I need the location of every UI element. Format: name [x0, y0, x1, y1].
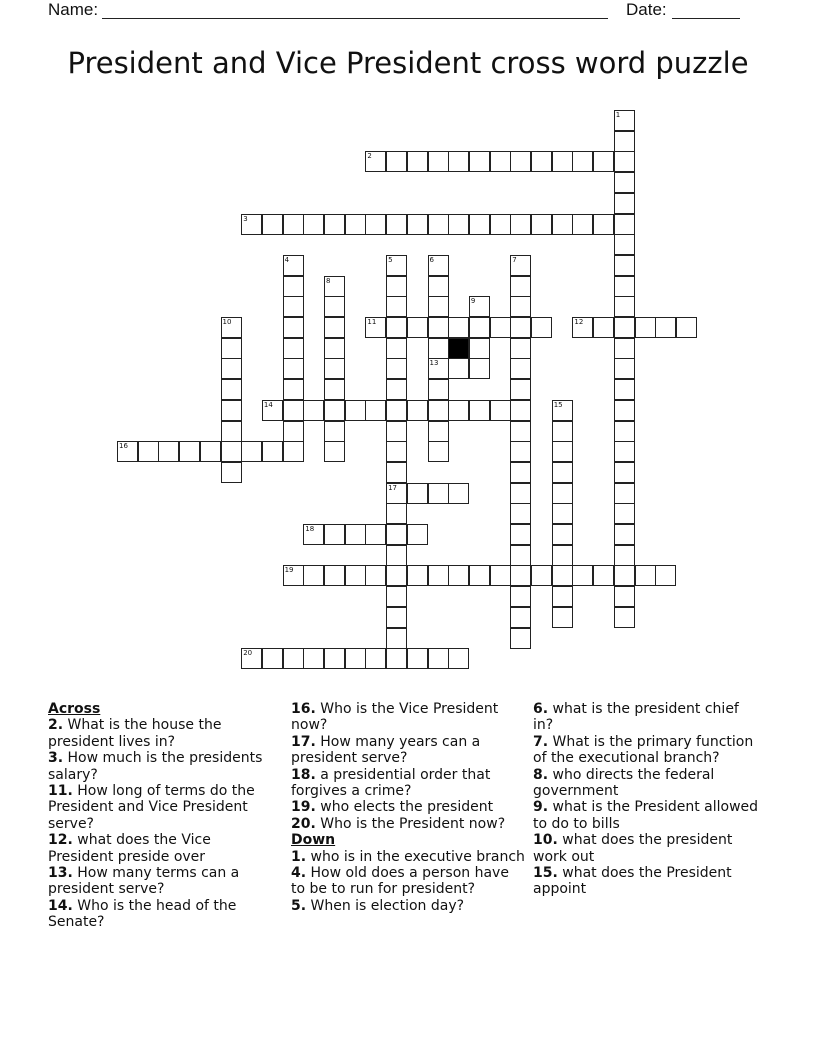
clue-text: a presidential order that forgives a crime? [291, 766, 491, 800]
grid-cell[interactable] [386, 441, 407, 462]
clue-number-label: 15 [553, 400, 563, 409]
clue-number-label: 10 [222, 318, 232, 326]
grid-cell[interactable] [510, 421, 531, 442]
grid-cell[interactable] [345, 524, 366, 545]
grid-cell[interactable] [469, 338, 490, 359]
grid-cell[interactable] [614, 524, 635, 545]
clue-text: When is election day? [310, 897, 465, 914]
grid-cell[interactable] [448, 565, 469, 586]
grid-cell[interactable] [262, 441, 283, 462]
grid-cell[interactable] [510, 628, 531, 649]
grid-cell[interactable] [614, 421, 635, 442]
clue-number-label: 17 [388, 483, 398, 492]
grid-cell[interactable] [614, 234, 635, 255]
clue-text: what does the president work out [533, 832, 733, 865]
grid-cell[interactable] [448, 358, 469, 379]
grid-cell[interactable] [510, 483, 531, 504]
clue-number: 8. [533, 766, 549, 783]
grid-cell[interactable] [365, 214, 386, 235]
grid-cell[interactable] [614, 172, 635, 193]
grid-cell[interactable] [324, 421, 345, 442]
grid-cell[interactable] [324, 379, 345, 400]
clue-number: 20. [291, 815, 316, 832]
grid-cell[interactable] [428, 317, 449, 338]
clue-number: 17. [291, 733, 316, 750]
grid-cell[interactable] [552, 607, 573, 628]
grid-cell[interactable] [283, 214, 304, 235]
grid-cell[interactable] [490, 565, 511, 586]
clue-number-label: 1 [615, 111, 621, 119]
clue-text: what is the President allowed to do to bills [533, 799, 759, 832]
grid-cell[interactable] [552, 421, 573, 442]
grid-cell[interactable] [655, 317, 676, 338]
grid-cell[interactable] [552, 565, 573, 586]
clue-number-label: 3 [243, 214, 248, 223]
clue-across-19 [291, 799, 527, 815]
grid-cell[interactable] [345, 565, 366, 586]
grid-cell[interactable] [572, 214, 593, 235]
grid-cell[interactable] [386, 379, 407, 400]
grid-cell[interactable] [428, 565, 449, 586]
clue-text: What is the primary function of the executional branch? [533, 733, 754, 767]
grid-cell[interactable] [572, 565, 593, 586]
clue-across-3 [48, 750, 276, 783]
grid-cell[interactable] [345, 214, 366, 235]
grid-cell[interactable] [283, 317, 304, 338]
grid-cell[interactable] [407, 317, 428, 338]
grid-cell[interactable] [614, 400, 635, 421]
grid-cell[interactable] [510, 296, 531, 317]
grid-cell[interactable] [428, 441, 449, 462]
grid-cell[interactable] [386, 545, 407, 566]
grid-cell[interactable] [490, 400, 511, 421]
grid-cell[interactable] [510, 338, 531, 359]
grid-cell[interactable] [655, 565, 676, 586]
grid-cell[interactable] [676, 317, 697, 338]
grid-cell[interactable] [428, 151, 449, 172]
grid-cell[interactable] [345, 648, 366, 669]
grid-cell[interactable] [365, 648, 386, 669]
grid-cell[interactable] [324, 441, 345, 462]
grid-cell[interactable] [324, 358, 345, 379]
grid-cell[interactable] [448, 400, 469, 421]
clue-text: what does the President appoint [533, 865, 732, 898]
clue-column-3 [533, 701, 761, 898]
grid-cell[interactable] [386, 151, 407, 172]
grid-cell[interactable] [490, 151, 511, 172]
grid-cell[interactable] [428, 296, 449, 317]
grid-cell[interactable] [448, 648, 469, 669]
grid-cell[interactable] [635, 317, 656, 338]
grid-cell[interactable] [200, 441, 221, 462]
grid-cell[interactable] [531, 565, 552, 586]
clue-text: How many years can a president serve? [291, 733, 481, 767]
grid-cell[interactable] [303, 400, 324, 421]
grid-cell[interactable] [283, 276, 304, 297]
grid-cell[interactable] [386, 317, 407, 338]
clue-number-label: 12 [574, 318, 584, 326]
grid-cell[interactable] [386, 607, 407, 628]
grid-cell[interactable] [386, 462, 407, 483]
clue-across-12 [48, 832, 276, 865]
clue-number: 15. [533, 865, 558, 882]
grid-cell[interactable] [614, 565, 635, 586]
grid-cell[interactable] [510, 276, 531, 297]
clue-number: 2. [48, 717, 64, 734]
grid-cell[interactable] [614, 338, 635, 359]
grid-cell[interactable] [386, 400, 407, 421]
grid-cell[interactable] [469, 400, 490, 421]
grid-cell[interactable] [303, 214, 324, 235]
grid-cell[interactable] [428, 400, 449, 421]
clue-down-6 [533, 701, 761, 734]
clue-text: who directs the federal government [533, 766, 715, 800]
clue-number-label: 7 [512, 255, 517, 264]
grid-cell[interactable] [614, 483, 635, 504]
grid-cell[interactable] [365, 400, 386, 421]
grid-cell[interactable] [490, 214, 511, 235]
grid-cell[interactable] [407, 214, 428, 235]
grid-cell[interactable] [510, 400, 531, 421]
grid-cell[interactable] [510, 317, 531, 338]
grid-cell[interactable] [552, 151, 573, 172]
grid-cell[interactable] [531, 214, 552, 235]
grid-cell[interactable] [448, 317, 469, 338]
grid-cell[interactable] [614, 214, 635, 235]
clue-number: 7. [533, 733, 549, 750]
grid-cell[interactable] [614, 545, 635, 566]
grid-cell[interactable] [635, 565, 656, 586]
grid-cell[interactable] [614, 607, 635, 628]
grid-cell[interactable] [386, 524, 407, 545]
grid-cell[interactable] [407, 400, 428, 421]
clue-number: 6. [533, 701, 549, 717]
grid-cell[interactable] [407, 565, 428, 586]
grid-cell[interactable] [469, 151, 490, 172]
grid-cell[interactable] [138, 441, 159, 462]
grid-cell[interactable] [365, 565, 386, 586]
grid-cell[interactable] [221, 462, 242, 483]
clue-text: Who is the President now? [320, 815, 506, 832]
grid-cell[interactable] [552, 586, 573, 607]
grid-cell[interactable] [448, 151, 469, 172]
clue-number-label: 9 [470, 297, 476, 306]
grid-cell[interactable] [428, 648, 449, 669]
clue-down-8 [533, 767, 761, 800]
grid-cell[interactable] [469, 565, 490, 586]
grid-cell[interactable] [221, 358, 242, 379]
grid-cell[interactable] [510, 586, 531, 607]
grid-cell[interactable] [262, 648, 283, 669]
grid-cell[interactable] [221, 421, 242, 442]
grid-cell[interactable] [531, 317, 552, 338]
clue-down-9 [533, 799, 761, 832]
grid-cell[interactable] [552, 524, 573, 545]
clue-number: 1. [291, 848, 307, 865]
clue-number: 18. [291, 766, 316, 783]
clue-across-18 [291, 767, 527, 800]
grid-cell[interactable] [552, 214, 573, 235]
clue-text: Who is the Vice President now? [291, 701, 499, 734]
clue-number-label: 8 [326, 276, 331, 285]
grid-cell[interactable] [510, 214, 531, 235]
clue-down-15 [533, 865, 761, 898]
clue-number: 16. [291, 701, 316, 717]
clue-across-16 [291, 701, 527, 734]
grid-cell[interactable] [283, 648, 304, 669]
clue-number-label: 2 [367, 152, 372, 161]
clue-down-4 [291, 865, 527, 898]
grid-cell[interactable] [283, 400, 304, 421]
clue-number: 19. [291, 799, 316, 816]
grid-cell[interactable] [283, 441, 304, 462]
grid-cell[interactable] [552, 545, 573, 566]
grid-cell[interactable] [614, 586, 635, 607]
grid-cell[interactable] [614, 503, 635, 524]
clue-number: 11. [48, 783, 73, 800]
grid-cell[interactable] [386, 338, 407, 359]
clue-number-label: 18 [305, 525, 315, 533]
grid-cell[interactable] [324, 338, 345, 359]
grid-cell[interactable] [158, 441, 179, 462]
grid-cell[interactable] [614, 151, 635, 172]
grid-cell[interactable] [510, 441, 531, 462]
clue-number-label: 4 [284, 255, 290, 264]
grid-cell[interactable] [614, 317, 635, 338]
grid-cell[interactable] [179, 441, 200, 462]
grid-cell[interactable] [510, 545, 531, 566]
clue-down-1 [291, 849, 527, 865]
grid-cell[interactable] [552, 462, 573, 483]
grid-cell[interactable] [283, 379, 304, 400]
grid-cell[interactable] [614, 358, 635, 379]
clue-text: How long of terms do the President and Vice President serve? [48, 783, 255, 832]
grid-cell[interactable] [283, 358, 304, 379]
grid-cell[interactable] [407, 483, 428, 504]
page-title: President and Vice President cross word puzzle [67, 46, 749, 80]
grid-cell[interactable] [510, 358, 531, 379]
clue-number: 12. [48, 832, 73, 849]
grid-cell[interactable] [510, 565, 531, 586]
grid-cell[interactable] [324, 400, 345, 421]
grid-cell[interactable] [386, 503, 407, 524]
grid-cell[interactable] [262, 214, 283, 235]
clue-down-5 [291, 898, 527, 914]
clue-number-label: 20 [243, 649, 253, 658]
grid-cell[interactable] [386, 628, 407, 649]
grid-cell[interactable] [614, 276, 635, 297]
grid-cell[interactable] [572, 151, 593, 172]
grid-cell[interactable] [386, 214, 407, 235]
grid-cell[interactable] [365, 524, 386, 545]
grid-cell[interactable] [614, 379, 635, 400]
date-label: Date: [626, 0, 667, 19]
grid-cell[interactable] [448, 214, 469, 235]
grid-cell[interactable] [303, 648, 324, 669]
grid-cell[interactable] [221, 400, 242, 421]
grid-cell[interactable] [428, 338, 449, 359]
clue-across-11 [48, 783, 276, 832]
grid-cell[interactable] [324, 648, 345, 669]
clue-number: 3. [48, 750, 64, 767]
grid-cell[interactable] [221, 338, 242, 359]
clue-number-label: 14 [263, 400, 273, 409]
clue-text: who elects the president [320, 799, 494, 816]
grid-cell[interactable] [386, 421, 407, 442]
grid-cell[interactable] [614, 296, 635, 317]
grid-cell[interactable] [614, 193, 635, 214]
grid-cell[interactable] [345, 400, 366, 421]
clue-number-label: 13 [429, 359, 439, 368]
grid-cell[interactable] [510, 524, 531, 545]
grid-cell[interactable] [469, 358, 490, 379]
clue-number-label: 5 [388, 255, 393, 264]
down-heading: Down [291, 832, 336, 849]
grid-cell[interactable] [283, 421, 304, 442]
grid-cell[interactable] [469, 214, 490, 235]
clue-across-14 [48, 898, 276, 931]
clue-text: How many terms can a president serve? [48, 865, 240, 898]
grid-cell[interactable] [324, 524, 345, 545]
clue-number: 14. [48, 897, 73, 914]
grid-cell[interactable] [614, 255, 635, 276]
clue-number: 5. [291, 897, 307, 914]
grid-cell[interactable] [324, 296, 345, 317]
grid-cell[interactable] [428, 379, 449, 400]
clue-number-label: 16 [119, 442, 128, 451]
clue-number-label: 6 [429, 255, 434, 264]
grid-cell[interactable] [552, 441, 573, 462]
clue-text: who is in the executive branch [310, 848, 525, 865]
grid-cell[interactable] [614, 441, 635, 462]
grid-cell[interactable] [386, 276, 407, 297]
clue-down-7 [533, 734, 761, 767]
grid-cell[interactable] [428, 214, 449, 235]
grid-cell[interactable] [221, 441, 242, 462]
grid-cell[interactable] [324, 214, 345, 235]
grid-cell[interactable] [386, 565, 407, 586]
clue-down-10 [533, 832, 761, 865]
grid-cell[interactable] [448, 483, 469, 504]
grid-cell[interactable] [283, 296, 304, 317]
clue-text: what does the Vice President preside over [48, 832, 211, 865]
clue-column-1 [48, 701, 276, 931]
clue-across-17 [291, 734, 527, 767]
clue-number-label: 19 [284, 566, 294, 575]
grid-cell[interactable] [283, 338, 304, 359]
clue-number: 10. [533, 832, 558, 849]
grid-cell[interactable] [510, 151, 531, 172]
clue-text: What is the house the president lives in? [48, 717, 222, 750]
clue-text: How old does a person have to be to run for president? [291, 865, 509, 898]
grid-cell[interactable] [428, 421, 449, 442]
black-cell [448, 338, 469, 359]
grid-cell[interactable] [593, 565, 614, 586]
across-heading: Across [48, 701, 101, 717]
clue-number: 9. [533, 799, 549, 816]
grid-cell[interactable] [552, 483, 573, 504]
grid-cell[interactable] [386, 358, 407, 379]
grid-cell[interactable] [407, 524, 428, 545]
clue-column-2 [291, 701, 527, 914]
grid-cell[interactable] [221, 379, 242, 400]
clue-across-20 [291, 816, 527, 832]
grid-cell[interactable] [614, 131, 635, 152]
grid-cell[interactable] [428, 276, 449, 297]
grid-cell[interactable] [324, 565, 345, 586]
grid-cell[interactable] [593, 214, 614, 235]
grid-cell[interactable] [469, 317, 490, 338]
grid-cell[interactable] [407, 151, 428, 172]
clue-text: How much is the presidents salary? [48, 750, 263, 783]
grid-cell[interactable] [510, 503, 531, 524]
grid-cell[interactable] [510, 379, 531, 400]
grid-cell[interactable] [324, 317, 345, 338]
grid-cell[interactable] [593, 317, 614, 338]
grid-cell[interactable] [593, 151, 614, 172]
clue-across-13 [48, 865, 276, 898]
clue-number-label: 11 [367, 318, 377, 326]
clue-text: Who is the head of the Senate? [48, 897, 237, 931]
grid-cell[interactable] [552, 503, 573, 524]
clue-across-2 [48, 717, 276, 750]
grid-cell[interactable] [386, 586, 407, 607]
clue-number: 13. [48, 865, 73, 882]
name-label: Name: [48, 0, 99, 19]
clue-text: what is the president chief in? [533, 701, 739, 734]
grid-cell[interactable] [241, 441, 262, 462]
grid-cell[interactable] [386, 648, 407, 669]
grid-cell[interactable] [531, 151, 552, 172]
grid-cell[interactable] [386, 296, 407, 317]
clue-number: 4. [291, 865, 307, 882]
grid-cell[interactable] [407, 648, 428, 669]
grid-cell[interactable] [614, 462, 635, 483]
grid-cell[interactable] [490, 317, 511, 338]
grid-cell[interactable] [510, 607, 531, 628]
grid-cell[interactable] [303, 565, 324, 586]
grid-cell[interactable] [428, 483, 449, 504]
grid-cell[interactable] [510, 462, 531, 483]
